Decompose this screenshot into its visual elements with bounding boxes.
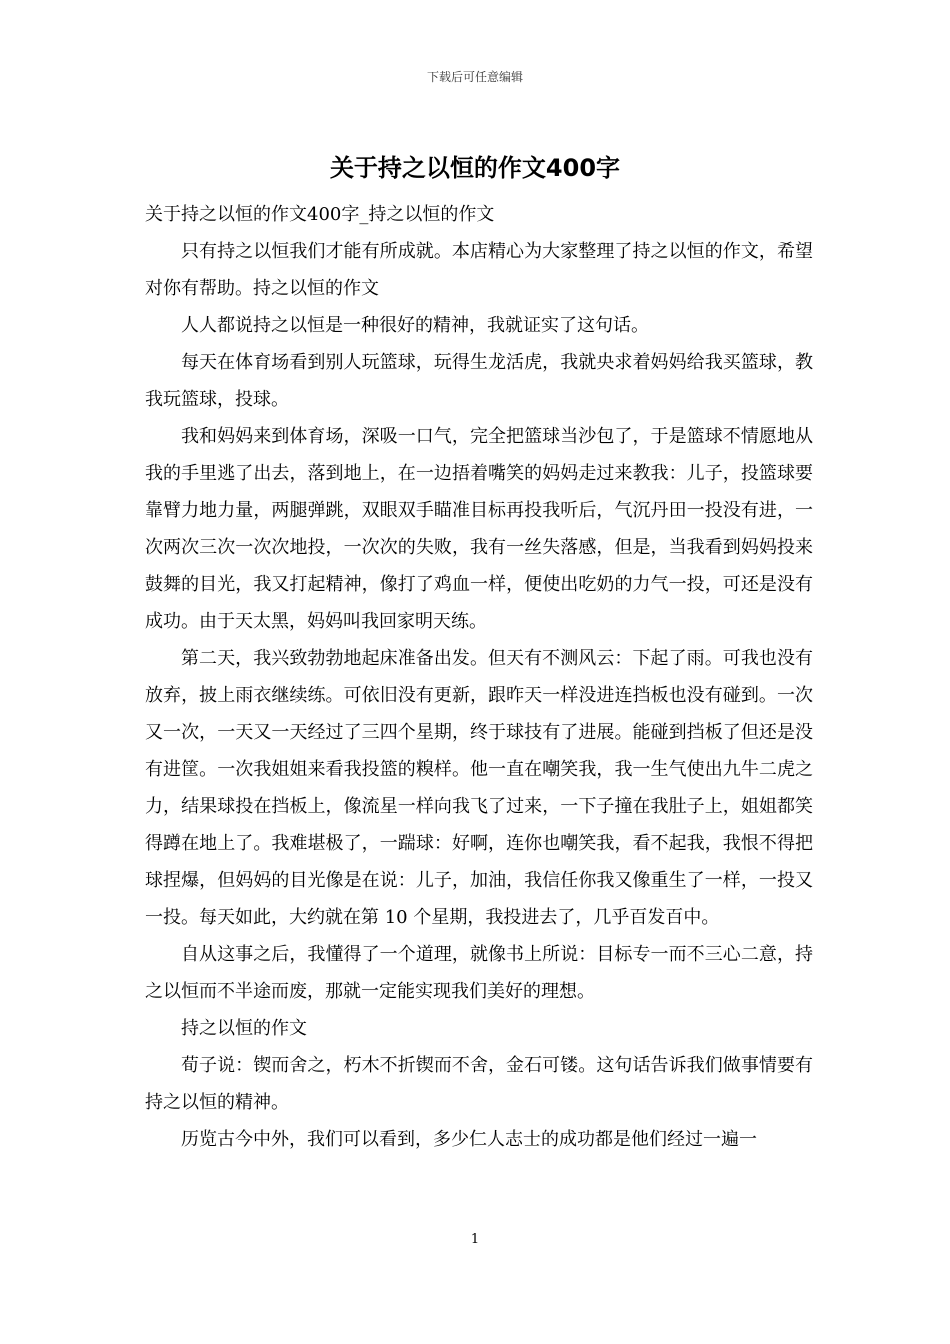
- paragraph: 荀子说：锲而舍之，朽木不折锲而不舍，金石可镂。这句话告诉我们做事情要有持之以恒的精神。: [145, 1055, 813, 1113]
- page-header: 下载后可任意编辑: [426, 70, 523, 84]
- document-title: 关于持之以恒的作文400字: [329, 154, 621, 182]
- document-subtitle: 关于持之以恒的作文400字_持之以恒的作文: [145, 204, 495, 225]
- paragraph: 第二天，我兴致勃勃地起床准备出发。但天有不测风云：下起了雨。可我也没有放弃，披上雨衣继续练。可依旧没有更新，跟昨天一样没进连挡板也没有碰到。一次又一次，一天又一天经过了三四个星期，终于球技有了进展。能碰到挡板了但还是没有进筐。一次我姐姐来看我投篮的糗样。他一直在嘲笑我，我一生气使出九牛二虎之力，结果球投在挡板上，像流星一样向我飞了过来，一下子撞在我肚子上，姐姐都笑得蹲在地上了。我难堪极了，一踹球：好啊，连你也嘲笑我，看不起我，我恨不得把球捏爆，但妈妈的目光像是在说：儿子，加油，我信任你我又像重生了一样，一投又一投。每天如此，大约就在第 10 个星期，我投进去了，几乎百发百中。: [145, 648, 813, 928]
- section-heading: 持之以恒的作文: [181, 1018, 307, 1039]
- paragraph: 只有持之以恒我们才能有所成就。本店精心为大家整理了持之以恒的作文，希望对你有帮助。持之以恒的作文: [145, 241, 813, 299]
- paragraph: 每天在体育场看到别人玩篮球，玩得生龙活虎，我就央求着妈妈给我买篮球，教我玩篮球，投球。: [145, 352, 813, 410]
- paragraph: 人人都说持之以恒是一种很好的精神，我就证实了这句话。: [181, 315, 649, 336]
- paragraph: 我和妈妈来到体育场，深吸一口气，完全把篮球当沙包了，于是篮球不情愿地从我的手里逃了出去，落到地上，在一边捂着嘴笑的妈妈走过来教我：儿子，投篮球要靠臂力地力量，两腿弹跳，双眼双手瞄准目标再投我听后，气沉丹田一投没有进，一次两次三次一次次地投，一次次的失败，我有一丝失落感，但是，当我看到妈妈投来鼓舞的目光，我又打起精神，像打了鸡血一样，便使出吃奶的力气一投，可还是没有成功。由于天太黑，妈妈叫我回家明天练。: [145, 426, 813, 632]
- page-number: 1: [470, 1232, 480, 1247]
- paragraph: 历览古今中外，我们可以看到，多少仁人志士的成功都是他们经过一遍一: [181, 1129, 757, 1150]
- document-body: [145, 196, 813, 1158]
- paragraph: 自从这事之后，我懂得了一个道理，就像书上所说：目标专一而不三心二意，持之以恒而不半途而废，那就一定能实现我们美好的理想。: [145, 944, 813, 1002]
